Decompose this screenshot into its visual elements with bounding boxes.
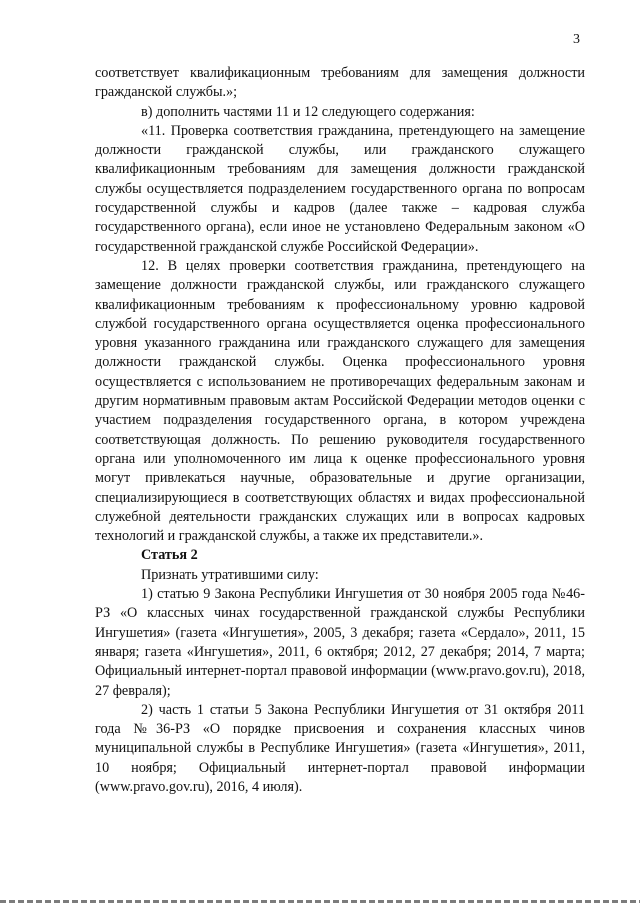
article-intro: Признать утратившими силу:: [141, 566, 319, 583]
paragraph-part-12: 12. В целях проверки соответствия гражданина, претендующего на замещение должности гражданской службы, или гражданского служащего квалификационным требованиям к профессиональному уровню кадровой службой государственного органа осуществляется оценка профессионального уровня указанного гражданина или гражданского служащего для замещения должности гражданской службы. Оценка профессионального уровня осуществляется с использованием не противоречащих федеральным законам и другим нормативным правовым актам Российской Федерации методов оценки с участием подразделения государственного органа, в котором учреждена соответствующая должность. По решению руководителя государственного органа или уполномоченного им лица к оценке профессионального уровня могут привлекаться научные, образовательные и другие организации, специализирующиеся в соответствующих областях и видах профессиональной служебной деятельности гражданских служащих или в вопросах кадровых технологий и гражданской службы, а также их представители.».: [95, 257, 585, 545]
paragraph-continuation: соответствует квалификационным требованиям для замещения должности гражданской службы.»;: [95, 65, 585, 101]
paragraph-part-11: «11. Проверка соответствия гражданина, претендующего на замещение должности гражданской службы, или гражданского служащего квалификационным требованиям для замещения должности гражданской службы осуществляется подразделением государственного органа по вопросам государственной службы и кадров (далее также – кадровая служба государственного органа), если иное не установлено Федеральным законом «О государственной гражданской службе Российской Федерации».: [95, 122, 585, 255]
scan-edge-line: [0, 900, 640, 903]
document-body: [95, 64, 585, 797]
article-heading: Статья 2: [141, 547, 198, 564]
page-number: 3: [573, 32, 580, 47]
paragraph-item-v: в) дополнить частями 11 и 12 следующего содержания:: [141, 103, 475, 120]
article-item-1: 1) статью 9 Закона Республики Ингушетия от 30 ноября 2005 года №46-РЗ «О классных чинах государственной гражданской службы Республики Ингушетия» (газета «Ингушетия», 2005, 3 декабря; газета «Сердало», 2011, 15 января; газета «Ингушетия», 2011, 6 октября; 2012, 27 декабря; 2014, 7 марта; Официальный интернет-портал правовой информации (www.pravo.gov.ru), 2018, 27 февраля);: [95, 586, 585, 699]
article-item-2: 2) часть 1 статьи 5 Закона Республики Ингушетия от 31 октября 2011 года №36-РЗ «О порядке присвоения и сохранения классных чинов муниципальной службы в Республике Ингушетия» (газета «Ингушетия», 2011, 10 ноября; Официальный интернет-портал правовой информации (www.pravo.gov.ru), 2016, 4 июля).: [95, 701, 585, 795]
